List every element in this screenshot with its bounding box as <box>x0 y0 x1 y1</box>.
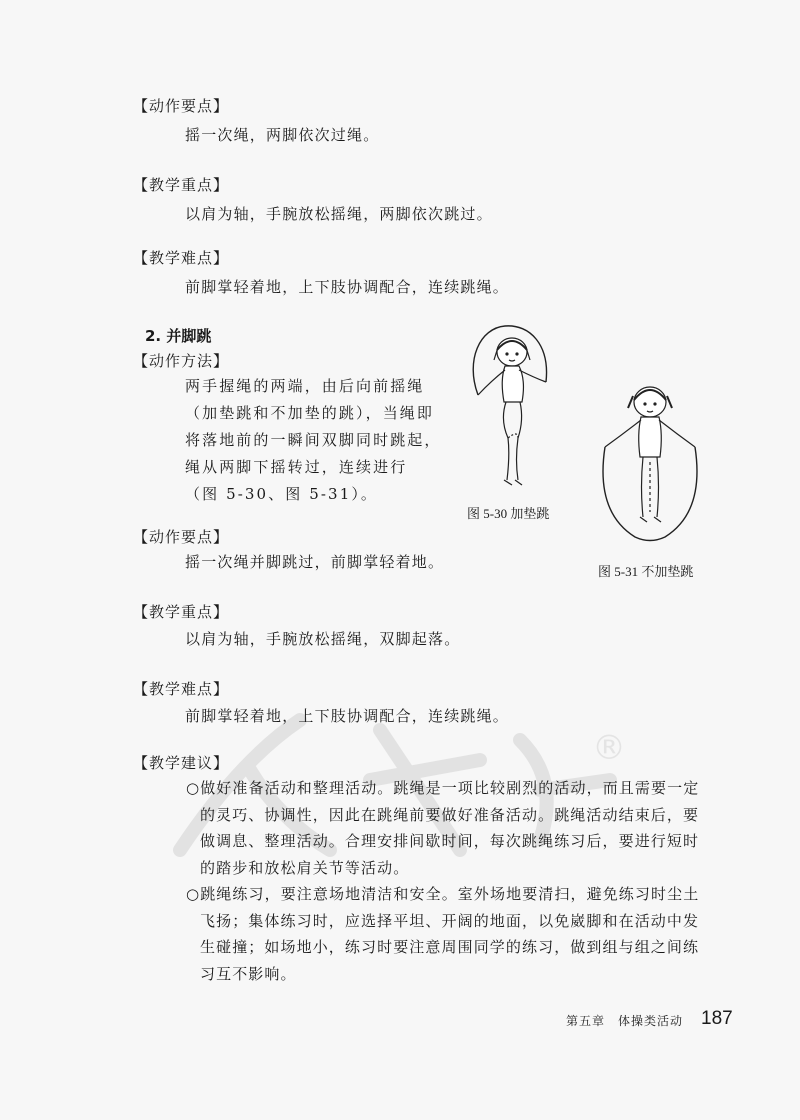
method-line: 两手握绳的两端，由后向前摇绳 <box>185 377 425 395</box>
text-action-points: 摇一次绳，两脚依次过绳。 <box>185 126 380 144</box>
figure-5-31-illustration <box>595 372 705 552</box>
text-teaching-focus: 以肩为轴，手腕放松摇绳，两脚依次跳过。 <box>185 205 493 223</box>
heading-teaching-suggestions: 【教学建议】 <box>133 754 230 772</box>
teaching-suggestions-text <box>186 775 726 987</box>
method-line: （图 5-30、图 5-31）。 <box>185 485 379 503</box>
heading-action-points: 【动作要点】 <box>133 97 230 115</box>
heading-teaching-difficulty: 【教学难点】 <box>133 249 230 267</box>
figure-5-30-caption: 图 5-30 加垫跳 <box>467 506 550 521</box>
figure-5-31-caption: 图 5-31 不加垫跳 <box>598 564 694 579</box>
heading-teaching-focus: 【教学重点】 <box>133 176 230 194</box>
suggestion-line: ○做好准备活动和整理活动。跳绳是一项比较剧烈的活动，而且需要一定 <box>186 779 700 797</box>
heading-action-points-2: 【动作要点】 <box>133 528 230 546</box>
text-teaching-difficulty-2: 前脚掌轻着地，上下肢协调配合，连续跳绳。 <box>185 707 510 725</box>
suggestion-line: 的灵巧、协调性，因此在跳绳前要做好准备活动。跳绳活动结束后，要 <box>200 805 700 824</box>
method-line: （加垫跳和不加垫的跳），当绳即 <box>185 404 435 422</box>
section-title: 2. 并脚跳 <box>145 327 212 345</box>
suggestion-line: 生碰撞；如场地小，练习时要注意周围同学的练习，做到组与组之间练 <box>200 938 700 956</box>
text-teaching-difficulty: 前脚掌轻着地，上下肢协调配合，连续跳绳。 <box>185 278 510 296</box>
suggestion-line: 习互不影响。 <box>200 964 297 983</box>
method-line: 绳从两脚下摇转过，连续进行 <box>185 458 408 476</box>
method-line: 将落地前的一瞬间双脚同时跳起， <box>185 431 442 449</box>
suggestion-line: 做调息、整理活动。合理安排间歇时间，每次跳绳练习后，要进行短时 <box>200 832 700 850</box>
heading-action-method: 【动作方法】 <box>133 352 230 370</box>
action-method-text <box>185 373 450 508</box>
page-number: 187 <box>701 1008 733 1029</box>
suggestion-line: 飞扬；集体练习时，应选择平坦、开阔的地面，以免崴脚和在活动中发 <box>200 911 700 930</box>
figure-5-30-illustration <box>460 320 570 500</box>
suggestion-line: ○跳绳练习，要注意场地清洁和安全。室外场地要清扫，避免练习时尘土 <box>186 885 700 903</box>
text-teaching-focus-2: 以肩为轴，手腕放松摇绳，双脚起落。 <box>185 630 461 648</box>
footer-chapter: 第五章 体操类活动 <box>566 1014 684 1028</box>
text-action-points-2: 摇一次绳并脚跳过，前脚掌轻着地。 <box>185 553 445 571</box>
heading-teaching-difficulty-2: 【教学难点】 <box>133 680 230 698</box>
heading-teaching-focus-2: 【教学重点】 <box>133 603 230 621</box>
registered-mark: ® <box>592 728 626 768</box>
suggestion-line: 的踏步和放松肩关节等活动。 <box>200 858 410 877</box>
